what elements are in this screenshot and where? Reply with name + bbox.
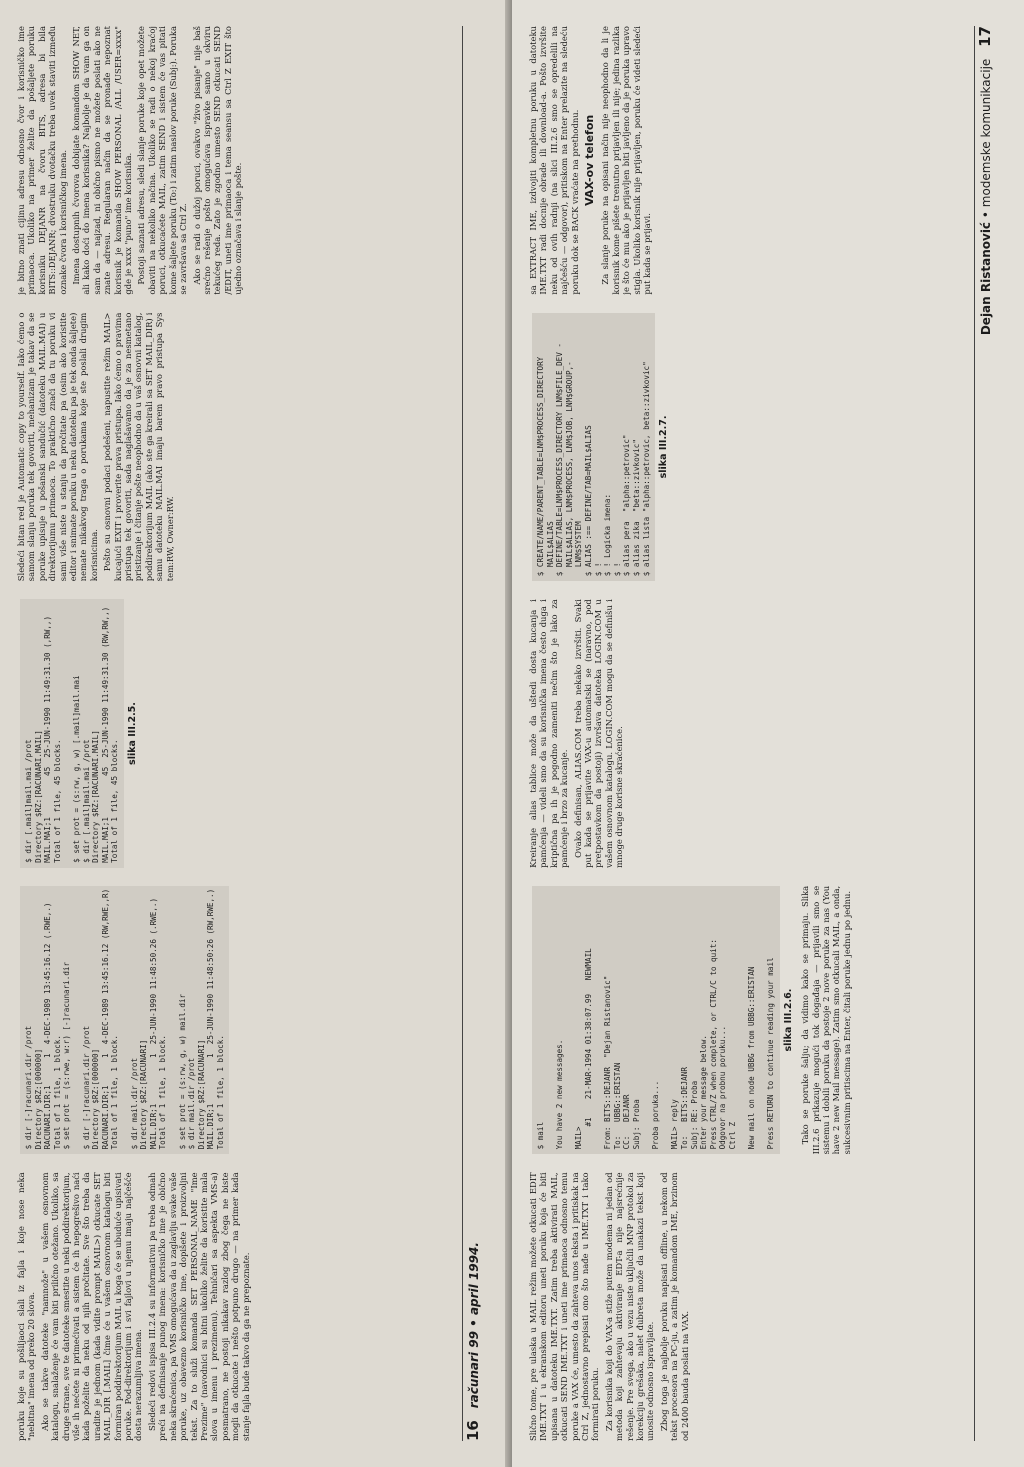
paragraph: Ovako definisan, ALIAS.COM treba nekako izvršiti. Svaki put kada se prijavite VAX-u automatski se (naravno, pod pretpostavkom da postoji) izvršava datoteka LOGIN.COM u vašem osnovnom katalogu. LOGIN.COM mogu da se definišu i mnoge druge korisne skraćenice. [572,599,625,868]
page-number: 16 [464,1420,482,1441]
paragraph: Pošto su osnovni podaci podešeni, napustite režim MAIL> kucajući EXIT i proverite prava pristupa. Iako ćemo o pravima pristupa tek govoriti, sada naglašavamo da je za nesmetano pristizanje i čitanje pošte neophodno da u vaš osnovni katalog, poddirektorijum MAIL (ako ste ga kreirali sa SET MAIL_DIR) i samu datoteku MAIL.MAI imaju barem pravo pristupa Sys tem:RW, Owner:RW. [102,312,175,582]
right-column-1 [528,1172,964,1441]
left-column-3 [16,599,452,868]
right-column-2 [528,886,964,1155]
left-column-4 [16,313,452,582]
page-footer [974,26,995,1441]
paragraph: Ako se radi o dužoj poruci, ovakvo "živo pisanje" nije baš srećno rešenje pošto omogućava ispravke samo u okviru tekućeg reda. Zato je zgodno umesto SEND otkucati SEND /EDIT, uneti ime primaoca i tema seansu sa Ctrl Z EXIT što ujedno označava i slanje pošte. [191,26,244,295]
author-name: Dejan Ristanović [979,221,993,336]
paragraph: sa EXTRACT IME, izdvojiti kompletnu poruku u datoteku IME.TXT radi docnije obrade ili download-a. Pošto izvršite neku od ovih radnji (na slici III.2.6 smo se opredelili na najčešću — odgovor), pritiskom na Enter prelazite na sledeću poruku dok se BACK vraćate na prethodnu. [528,26,580,295]
section-title: • modemske komunikacije [979,58,993,219]
left-column-5 [16,26,452,295]
magazine-issue: računari 99 • april 1994. [467,1242,481,1409]
paragraph: Slično tome, pre ulaska u MAIL režim možete otkucati EDIT IME.TXT i u ekranskom editoru uneti poruku koja će biti upisana u datoteku IME.TXT. Zatim treba aktivirati MAIL, otkucati SEND IME.TXT i uneti ime primaoca odnosno temu poruke a VAX će, umesto da zahteva unos teksta i pritiskak na Ctrl Z, jednostavno prepisati ono što nađe u IME.TXT i tako formirati poruku. [528,1172,601,1441]
paragraph: Sledeći redovi ispisa III.2.4 su informativni pa treba odmah preći na definisanje punog imena: korisničko ime je obično neka skraćenica, pa VMS omogućava da u zaglavlju svake vaše poruke, uz obavezno korisničko ime, dopišete i proizvoljni tekst. Za to služi komanda SET PERSONAL_NAME "Ime Prezime" (navodnici su bitni ukoliko želite da koristite mala slova u imenu i prezimenu). Tehničari sa aspekta VMS-a) posmatrano, ne postoji nikakav razlog zbog čega ne biste mogli da otkucate i nešto potpuno drugo — na primer kada stanje fajla bude takvo da ga ne prepoznate. [146,1172,251,1441]
paragraph: Zbog toga je najbolje poruku napisati offline, u nekom od tekst procesora na PC-ju, a zatim je komandom IME, brzinom od 2400 bauda poslati na VAX. [658,1172,690,1441]
left-column-1 [16,1172,452,1441]
figure-caption: slika III.2.6. [782,988,794,1052]
paragraph: poruku koje su pošiljaoci slali iz fajla i koje nose neka "nebitna" imena od preko 20 slova. [16,1172,37,1441]
right-column-3 [528,599,964,868]
paragraph: Tako se poruke šalju; da vidimo kako se primaju. Slika III.2.6 prikazuje mogući tok događaja — prijavili smo se sistemu i dobili poruku da postoje 2 nove poruke za nas (You have 2 new Mail message). Zatim smo otkucali MAIL, a onda, sukcesivnim pritiscima na Enter, čitali poruke jednu po jednu. [800,885,852,1155]
right-column-4 [528,313,964,582]
right-column-5 [528,26,964,295]
paragraph: Sledeći bitan red je Automatic copy to yourself. Iako ćemo o samom slanju poruka tek govoriti, mehanizam je takav da se poruke upisuje u pošanski sandučić (datoteku MAIL.MAI) u direktorijumu primaoca. To praktično znači da tu poruku vi sami više niste u stanju da pročitate pa (osim ako koristite editor i snimate poruku u neku datoteku pa je tek onda šaljete) nemate nikakvog traga o porukama koje ste poslali drugim korisnicima. [16,312,99,582]
code-listing: $ dir [-]racunari.dir /prot Directory $RZ:[000000] RACUNARI.DIR;1 1 4-DEC-1989 13:45:16.12 (.RWE,.) Total of 1 file, 1 block. $ set prot = (s:rwe, w:r) [-]racunari.dir $ dir [-]racunari.dir /prot Directory $RZ:[000000] RACUNARI.DIR;1 1 4-DEC-1989 13:45:16.12 (RW,RWE,,R) Total of 1 file, 1 block. $ dir mail.dir /prot Directory $RZ:[RACUNARI] MAIL.DIR;1 1 25-JUN-1990 11:48:50.26 (.RWE,.) Total of 1 file, 1 block. $ set prot = (s:rw, g, w) mail.dir $ dir mail.dir /prot Directory $RZ:[RACUNARI] MAIL.DIR;1 1 25-JUN-1990 11:48:50:26 (RW,RWE,.) Total of 1 file, 1 block. [20,886,229,1155]
paragraph: Postoji saznati adresu, sledi slanje poruke koje opet možete obaviti na nekoliko načina. Ukoliko se radi o nekoj kraćoj poruci, otkucaćete MAIL, zatim SEND i sistem će vas pitati kome šaljete poruku (To:) i zatim naslov poruke (Subj:). Poruka se završava sa Ctrl Z. [136,26,189,295]
page-number: 17 [976,26,994,47]
figure-caption: slika III.2.5. [126,702,138,765]
paragraph: je bitno znati cijinu adresu odnosno čvor i korisničko ime primaoca. Ukoliko na primer želite da pošaljete poruku korisniku DEJANR na čvoru BITS, adresa bi bila BITS::DEJANR; dvostruku dvotačku treba uvek staviti između oznake čvora i korisničkog imena. [16,26,68,295]
figure-caption: slika III.2.7. [658,415,670,479]
right-page [512,0,1024,1467]
section-heading: VAX-ov telefon [583,114,597,206]
paragraph: Za korisnika koji do VAX-a stiže putem modema ni jedan od metoda koji zahtevaju aktiviranje EDT-a nije najsrećnije rešenje. Pre svega, ako u vezu niste uključili MNP protokol za korekciju grešaka, nalet đubreta može da unakazi tekst koji unosite odnosno ispravljate. [603,1172,656,1441]
paragraph: Za slanje poruke na opisani način nije neophodno da li je korisnik kome pišete trenutno prijavljen ili nije; jedina razlika je što će mu ako je prijavljen biti javljeno da je poruka upravo stigla. Ukoliko korisnik nije prijavljen, poruku će videti sledeći put kada se prijavi. [600,26,653,295]
page-footer [462,26,483,1441]
code-listing: $ dir [.mail]mail.mai /prot Directory $RZ:[RACUNARI.MAIL] MAIL.MAI;1 45 25-JUN-1990 11:49:31.30 (,RW,,) Total of 1 file, 45 blocks. $ set prot = (s:rw, g, w) [.mail]mail.mai $ dir [.mail]mail.mai /prot Directory $RZ:[RACUNARI.MAIL] MAIL.MAI;1 45 25-JUN-1990 11:49:31.30 (RW,RW,,) Total of 1 file, 45 blocks. [20,599,124,868]
left-column-2 [16,886,452,1155]
paragraph: Ako se takve datoteke "namnože" u vašem osnovnom katalogu, snalaženje će vam biti prilično otežano. Ukoliko, sa druge strane, sve te datoteke smestite u neki poddirektorijum, više ih nećete ni primećivati a sistem će ih nepogrešivo naći kada poželite da neku od njih pročitate. Sve što treba da uradite je jednom (kada vidite prompt MAIL>) otkucate SET MAIL_DIR [.MAIL] čime će u vašem osnovnom katalogu biti formiran poddirektorijum MAIL u koga će se ubuduće upisivati poruke. Pod-direktorijum i svi fajlovi u njemu imaju najčešće dosta nerazumljiva imena. [39,1172,144,1441]
code-listing: $ mail You have 2 new messages. MAIL> #1 21-MAR-1994 01:38:07.99 NEWMAIL From: BITS::DEJANR "Dejan Ristanovic" To: UBBG::ERISTAN CC: DEJANR Subj: Proba Proba poruka... MAIL> reply To: BITS::DEJANR Subj: RE: Proba Enter your message below. Press CTRL/Z when complete, or CTRL/C to quit: Odgovor na probnu poruku... Ctrl Z New mail on node UBBG from UBBG::ERISTAN Press RETURN to continue reading your mail [532,886,780,1155]
paragraph: Imena dostupnih čvorova dobijate komandom SHOW NET, ali kako doći do imena korisnika? Najbolje je da vam ga on sam da — najzad, ni obično pismo ne možete poslati ako ne znate adresu. Regularan način da se pronađe nepoznat korisnik je komanda SHOW PERSONAL /ALL /USER=xxxx" gde je xxxx "puno" ime korisnika. [71,26,134,295]
code-listing: $ CREATE/NAME/PARENT_TABLE=LNM$PROCESS_DIRECTORY MAIL$ALIAS $ DEFINE/TABLE=LNM$PROCESS_DIRECTORY LNM$FILE_DEV - MAIL$ALIAS, LNM$PROCESS, LNM$JOB, LNM$GROUP,- LNM$SYSTEM $ ALIAS :== DEFINE/TAB=MAIL$ALIAS $ ! $ ! Logicka imena: $ ! $ alias pera "alpha::petrovic" $ alias zika "beta::zivkovic" $ alias lista "alpha::petrovic, beta::zivkovic" [532,313,655,582]
paragraph: Kreiranje alias tablice može da uštedi dosta kucanja i pamćenja — videli smo da su korisnička imena često duga i kriptična pa ih je pogodno zameniti nečim što je lako za pamćenje i brzo za kucanje. [528,599,570,868]
